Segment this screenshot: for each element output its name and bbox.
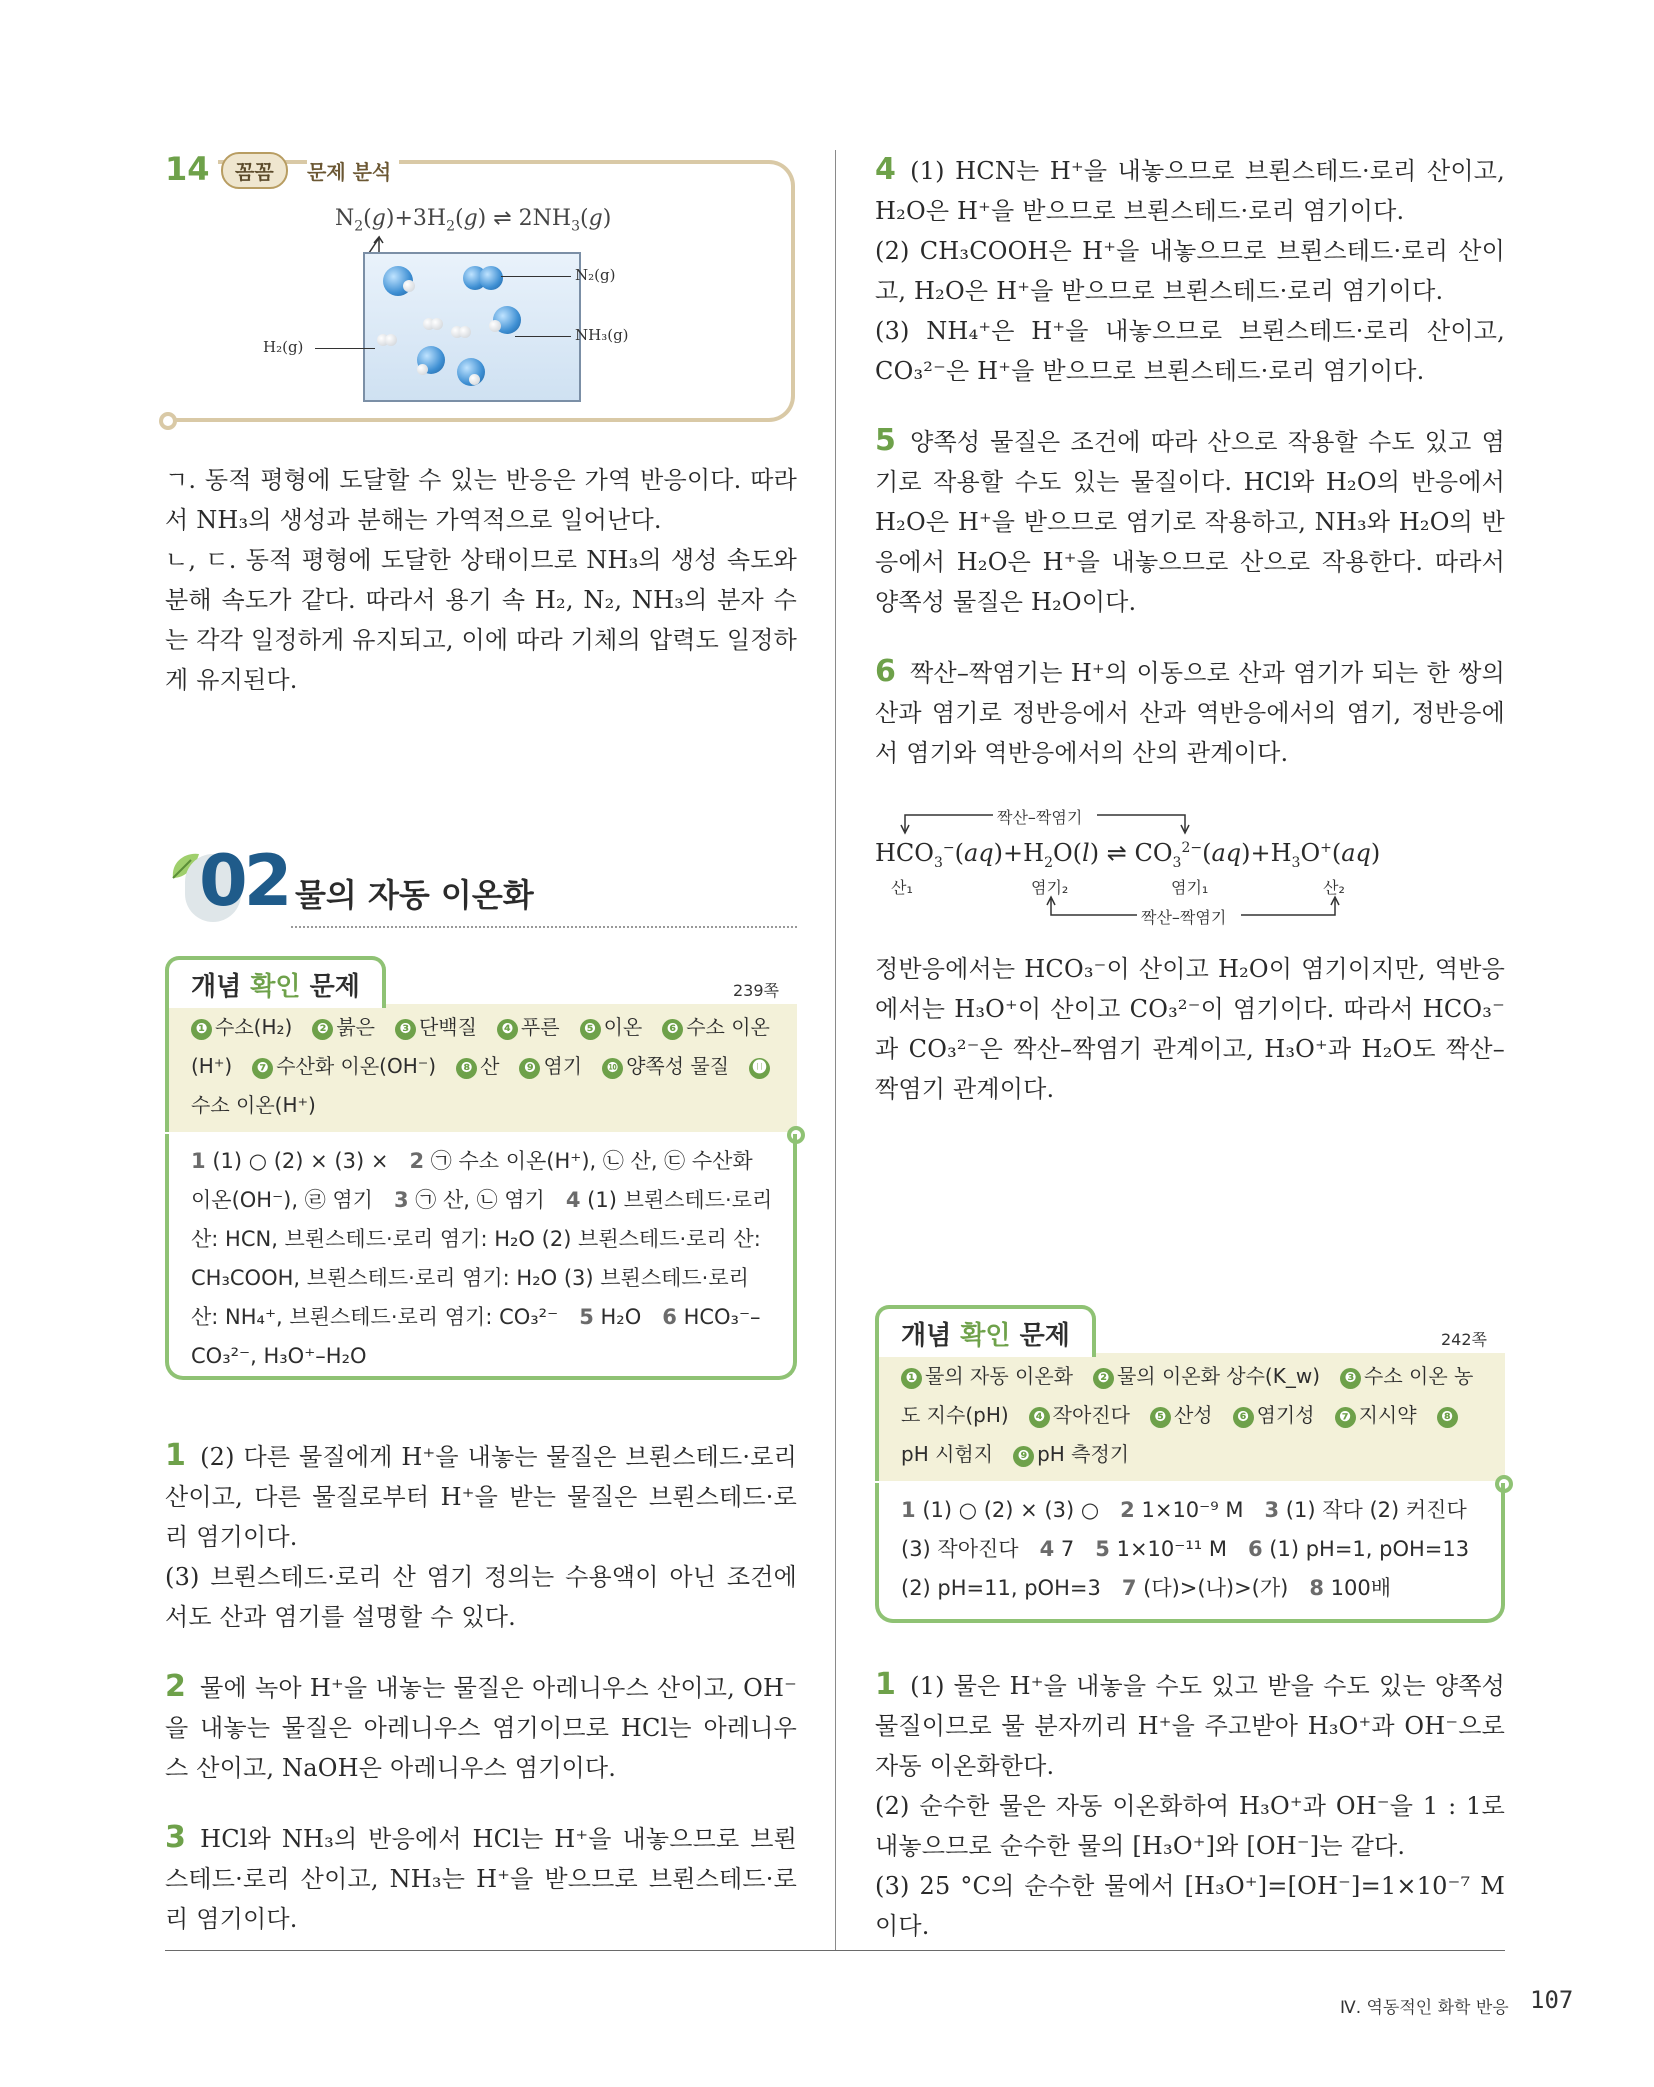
solution-number: 1 (901, 1498, 916, 1522)
explanation-block (165, 1818, 797, 1939)
explanation-number: 3 (165, 1820, 187, 1855)
h2-atom (385, 334, 397, 346)
explanation-number: 6 (875, 654, 897, 689)
answer-text: 산성 (1173, 1403, 1213, 1427)
solution-number: 3 (1264, 1498, 1280, 1522)
answer-text: 산 (480, 1054, 500, 1078)
concept-check-box-2 (875, 1305, 1505, 1665)
page-reference: 239쪽 (733, 981, 779, 1000)
answer-list (901, 1364, 1473, 1466)
solution-number: 4 (1039, 1537, 1055, 1561)
explanation-line (875, 652, 1505, 773)
n2-label: N₂(g) (575, 266, 616, 284)
section-heading (165, 840, 797, 948)
tab-highlight: 확인 (250, 972, 301, 1002)
solution-number: 5 (1095, 1537, 1110, 1561)
problem-number: 14 (165, 150, 218, 188)
solution-number: 6 (1247, 1537, 1263, 1561)
explanation-text: 물에 녹아 H⁺을 내놓는 물질은 아레니우스 산이고, OH⁻을 내놓는 물질은 아레니우스 염기이므로 HCl는 아레니우스 산이고, NaOH은 아레니우스 염기이다. (165, 1674, 797, 1782)
left-column (165, 150, 797, 1969)
solution-text: (1) pH=1, pOH=13 (2) pH=11, pOH=3 (901, 1537, 1470, 1600)
solution-text: H₂O (600, 1305, 642, 1329)
explanation-number: 4 (875, 152, 897, 187)
tab-text: 문제 (300, 972, 360, 1002)
answer-text: 수소(H₂) (215, 1015, 293, 1039)
explanation-number: 1 (875, 1667, 897, 1702)
explanation-block (165, 1436, 797, 1637)
answer-text: 물의 자동 이온화 (925, 1364, 1073, 1388)
explanation-text: (2) 다른 물질에게 H⁺을 내놓는 물질은 브뢴스테드·로리 산이고, 다른 물질로부터 H⁺을 받는 물질은 브뢴스테드·로리 염기이다. (165, 1443, 797, 1551)
explanation-line (875, 311, 1505, 391)
answer-number: ❸ (395, 1019, 416, 1040)
problem14-para1: ㄱ. 동적 평형에 도달할 수 있는 반응은 가역 반응이다. 따라서 NH₃의 생성과 분해는 가역적으로 일어난다. (165, 466, 797, 534)
section-number: 02 (199, 840, 289, 922)
h-atom (417, 364, 428, 375)
answer-text: pH 시험지 (901, 1442, 994, 1466)
solution-list (191, 1149, 772, 1368)
analysis-title: 문제 분석 (307, 156, 399, 185)
answer-text: 수소 이온(H⁺) (191, 1015, 770, 1078)
conjugate-explanation: 정반응에서는 HCO₃⁻이 산이고 H₂O이 염기이지만, 역반응에서는 H₃O⁺이 산이고 CO₃²⁻이 염기이다. 따라서 HCO₃⁻과 CO₃²⁻은 짝산–짝염기 관계이고, H₃O⁺과 H₂O도 짝산–짝염기 관계이다. (875, 955, 1505, 1103)
nh3-leader (515, 336, 571, 337)
tab-text: 개념 (191, 972, 251, 1002)
explanation-block (875, 652, 1505, 773)
footer-section-title: Ⅳ. 역동적인 화학 반응 (1340, 1998, 1509, 2018)
solution-answers (165, 1134, 797, 1380)
explanation-line (875, 150, 1505, 231)
concept-check-tab (875, 1305, 1096, 1357)
answer-text: 염기 (543, 1054, 583, 1078)
explanation-number: 5 (875, 423, 897, 458)
solution-number: 5 (579, 1305, 594, 1329)
answer-number: ❽ (456, 1058, 477, 1079)
answer-text: 단백질 (418, 1015, 477, 1039)
solution-number: 3 (393, 1188, 409, 1212)
explanation-text: HCl와 NH₃의 반응에서 HCl는 H⁺을 내놓으므로 브뢴스테드·로리 산이고, NH₃는 H⁺을 받으므로 브뢴스테드·로리 염기이다. (165, 1825, 797, 1933)
solution-text: (1) ○ (2) × (3) ○ (922, 1498, 1100, 1522)
page-number: 107 (1530, 1986, 1574, 2014)
right-bottom-explanation (875, 1665, 1505, 1946)
tab-highlight: 확인 (960, 1321, 1011, 1351)
answer-number: ❿ (602, 1058, 623, 1079)
solution-number: 4 (565, 1188, 581, 1212)
explanation-line (875, 421, 1505, 622)
explanation-line (165, 1818, 797, 1939)
answer-text: 작아진다 (1052, 1403, 1130, 1427)
solution-number: 2 (409, 1149, 425, 1173)
answer-list (191, 1015, 773, 1117)
solution-text: HCO₃⁻–CO₃²⁻, H₃O⁺–H₂O (191, 1305, 761, 1368)
solution-text: 7 (1060, 1537, 1075, 1561)
answer-number: ❼ (252, 1058, 273, 1079)
explanation-text: 양쪽성 물질은 조건에 따라 산으로 작용할 수도 있고 염기로 작용할 수도 있는 물질이다. HCl와 H₂O의 반응에서 H₂O은 H⁺을 받으므로 염기로 작용하고, NH₃와 H₂O의 반응에서 H₂O은 H⁺을 내놓으므로 산으로 작용한다. 따라서 양쪽성 물질은 H₂O이다. (875, 428, 1505, 616)
explanation-text: (1) 물은 H⁺을 내놓을 수도 있고 받을 수도 있는 양쪽성 물질이므로 물 분자끼리 H⁺을 주고받아 H₃O⁺과 OH⁻으로 자동 이온화한다. (875, 1672, 1505, 1780)
explanation-block (875, 150, 1505, 391)
explanation-text: 짝산–짝염기는 H⁺의 이동으로 산과 염기가 되는 한 쌍의 산과 염기로 정반응에서 산과 역반응에서의 염기, 정반응에서 염기와 역반응에서의 산의 관계이다. (875, 659, 1505, 767)
acid1-label: 산₁ (891, 878, 913, 897)
answer-number: ❺ (580, 1019, 601, 1040)
explanation-number: 2 (165, 1669, 187, 1704)
answer-text: 양쪽성 물질 (626, 1054, 730, 1078)
h2-label: H₂(g) (263, 338, 304, 356)
answer-number: ❸ (1340, 1368, 1361, 1389)
n2-leader (501, 276, 571, 277)
solution-text: (다)>(나)>(가) (1143, 1576, 1289, 1600)
answer-number: ⓫ (749, 1058, 770, 1079)
conjugate-top-label: 짝산–짝염기 (997, 808, 1083, 827)
column-divider (835, 150, 836, 1950)
left-explanations (165, 1436, 797, 1939)
explanation-text: (3) 25 °C의 순수한 물에서 [H₃O⁺]=[OH⁻]=1×10⁻⁷ M이다. (875, 1872, 1505, 1940)
explanation-line (875, 1665, 1505, 1786)
answer-number: ❺ (1150, 1407, 1171, 1428)
base1-label: 염기₁ (1171, 878, 1209, 897)
answer-text: 수소 이온(H⁺) (191, 1093, 316, 1117)
problem14-analysis-box (165, 150, 797, 422)
answer-number: ❽ (1437, 1407, 1458, 1428)
conjugate-equation: $HCO_3^-(aq)+H_2O(l)$ ⇌ $CO_3^{2-}(aq)+H_3O^+(aq)$ (875, 839, 1381, 871)
answer-number: ❶ (191, 1019, 212, 1040)
concept-check-tab (165, 956, 386, 1008)
solution-text: ㉠ 산, ㉡ 염기 (415, 1188, 545, 1212)
n2-atom (479, 266, 503, 290)
conjugate-pair-diagram (875, 803, 1435, 933)
explanation-block (165, 1667, 797, 1788)
answer-text: 붉은 (336, 1015, 375, 1039)
solution-text: 1×10⁻¹¹ M (1116, 1537, 1227, 1561)
solution-text: 1×10⁻⁹ M (1141, 1498, 1244, 1522)
concept-check-box-1 (165, 956, 797, 1406)
nh3-label: NH₃(g) (575, 326, 629, 344)
problem14-explanation (165, 460, 797, 700)
molecule-container (363, 252, 581, 402)
answer-text: 물의 이온화 상수(K_w) (1116, 1364, 1321, 1388)
answer-number: ❻ (662, 1019, 683, 1040)
answer-text: 수산화 이온(OH⁻) (276, 1054, 437, 1078)
section-rule (291, 926, 797, 928)
answer-text: 수소 이온 농도 지수(pH) (901, 1364, 1474, 1427)
answer-text: 푸른 (520, 1015, 560, 1039)
solution-text: ㉠ 수소 이온(H⁺), ㉡ 산, ㉢ 수산화 이온(OH⁻), ㉣ 염기 (191, 1149, 753, 1212)
explanation-line (875, 231, 1505, 311)
explanation-number: 1 (165, 1438, 187, 1473)
answer-number: ❼ (1335, 1407, 1356, 1428)
answer-text: 염기성 (1256, 1403, 1315, 1427)
answer-number: ❾ (519, 1058, 540, 1079)
explanation-text: (3) NH₄⁺은 H⁺을 내놓으므로 브뢴스테드·로리 산이고, CO₃²⁻은 H⁺을 받으므로 브뢴스테드·로리 염기이다. (875, 317, 1505, 385)
explanation-block (875, 421, 1505, 622)
answer-number: ❷ (312, 1019, 333, 1040)
h-atom (403, 280, 415, 292)
explanation-text: (2) CH₃COOH은 H⁺을 내놓으므로 브뢴스테드·로리 산이고, H₂O은 H⁺을 받으므로 브뢴스테드·로리 염기이다. (875, 237, 1505, 305)
tab-text: 문제 (1010, 1321, 1070, 1351)
h-atom (489, 320, 501, 332)
solution-number: 8 (1309, 1576, 1324, 1600)
solution-text: (1) 브뢴스테드·로리 산: HCN, 브뢴스테드·로리 염기: H₂O (2) 브뢴스테드·로리 산: CH₃COOH, 브뢴스테드·로리 염기: H₂O (3) 브뢴스테드·로리 산: NH₄⁺, 브뢴스테드·로리 염기: CO₃²⁻ (191, 1188, 773, 1329)
section-title: 물의 자동 이온화 (295, 876, 534, 914)
explanation-line (165, 1557, 797, 1637)
answer-blanks (165, 1004, 797, 1132)
solution-number: 1 (191, 1149, 206, 1173)
frame-end-dot (159, 412, 177, 430)
right-explanations (875, 150, 1505, 773)
conjugate-bottom-label: 짝산–짝염기 (1141, 908, 1227, 927)
explanation-text: (2) 순수한 물은 자동 이온화하여 H₃O⁺과 OH⁻을 1 : 1로 내놓으므로 순수한 물의 [H₃O⁺]와 [OH⁻]는 같다. (875, 1792, 1505, 1860)
solution-number: 7 (1121, 1576, 1137, 1600)
base2-label: 염기₂ (1031, 878, 1069, 897)
explanation-line (165, 1436, 797, 1557)
answer-number: ❻ (1233, 1407, 1254, 1428)
acid2-label: 산₂ (1323, 878, 1345, 897)
reaction-equation: $N_2(g)+3H_2(g)$ ⇌ $2NH_3(g)$ (335, 206, 612, 235)
answer-text: 지시약 (1358, 1403, 1417, 1427)
answer-text: pH 측정기 (1037, 1442, 1130, 1466)
answer-blanks (875, 1353, 1505, 1481)
tab-text: 개념 (901, 1321, 961, 1351)
explanation-line (875, 1786, 1505, 1866)
right-column (875, 150, 1505, 1946)
answer-number: ❹ (1029, 1407, 1050, 1428)
h2-leader (315, 348, 375, 349)
page-reference: 242쪽 (1441, 1330, 1487, 1349)
answer-text: 이온 (603, 1015, 643, 1039)
solution-answers (875, 1483, 1505, 1623)
h2-atom (431, 318, 443, 330)
solution-text: 100배 (1330, 1576, 1392, 1600)
explanation-text: (3) 브뢴스테드·로리 산 염기 정의는 수용액이 아닌 조건에서도 산과 염기를 설명할 수 있다. (165, 1563, 797, 1631)
answer-number: ❹ (497, 1019, 518, 1040)
solution-text: (1) 작다 (2) 커진다 (3) 작아진다 (901, 1498, 1467, 1561)
problem14-para2: ㄴ, ㄷ. 동적 평형에 도달한 상태이므로 NH₃의 생성 속도와 분해 속도가 같다. 따라서 용기 속 H₂, N₂, NH₃의 분자 수는 각각 일정하게 유지되고, 이에 따라 기체의 압력도 일정하게 유지된다. (165, 546, 797, 694)
h-atom (469, 374, 480, 385)
solution-text: (1) ○ (2) × (3) × (212, 1149, 389, 1173)
explanation-line (165, 1667, 797, 1788)
h2-atom (459, 326, 471, 338)
kkomkkom-badge: 꼼꼼 (221, 152, 288, 189)
solution-list (901, 1498, 1469, 1600)
explanation-line (875, 1866, 1505, 1946)
explanation-text: (1) HCN는 H⁺을 내놓으므로 브뢴스테드·로리 산이고, H₂O은 H⁺을 받으므로 브뢴스테드·로리 염기이다. (875, 157, 1505, 225)
solution-number: 6 (662, 1305, 677, 1329)
answer-number: ❶ (901, 1368, 922, 1389)
solution-number: 2 (1120, 1498, 1135, 1522)
answer-number: ❷ (1093, 1368, 1114, 1389)
answer-number: ❾ (1013, 1446, 1034, 1467)
